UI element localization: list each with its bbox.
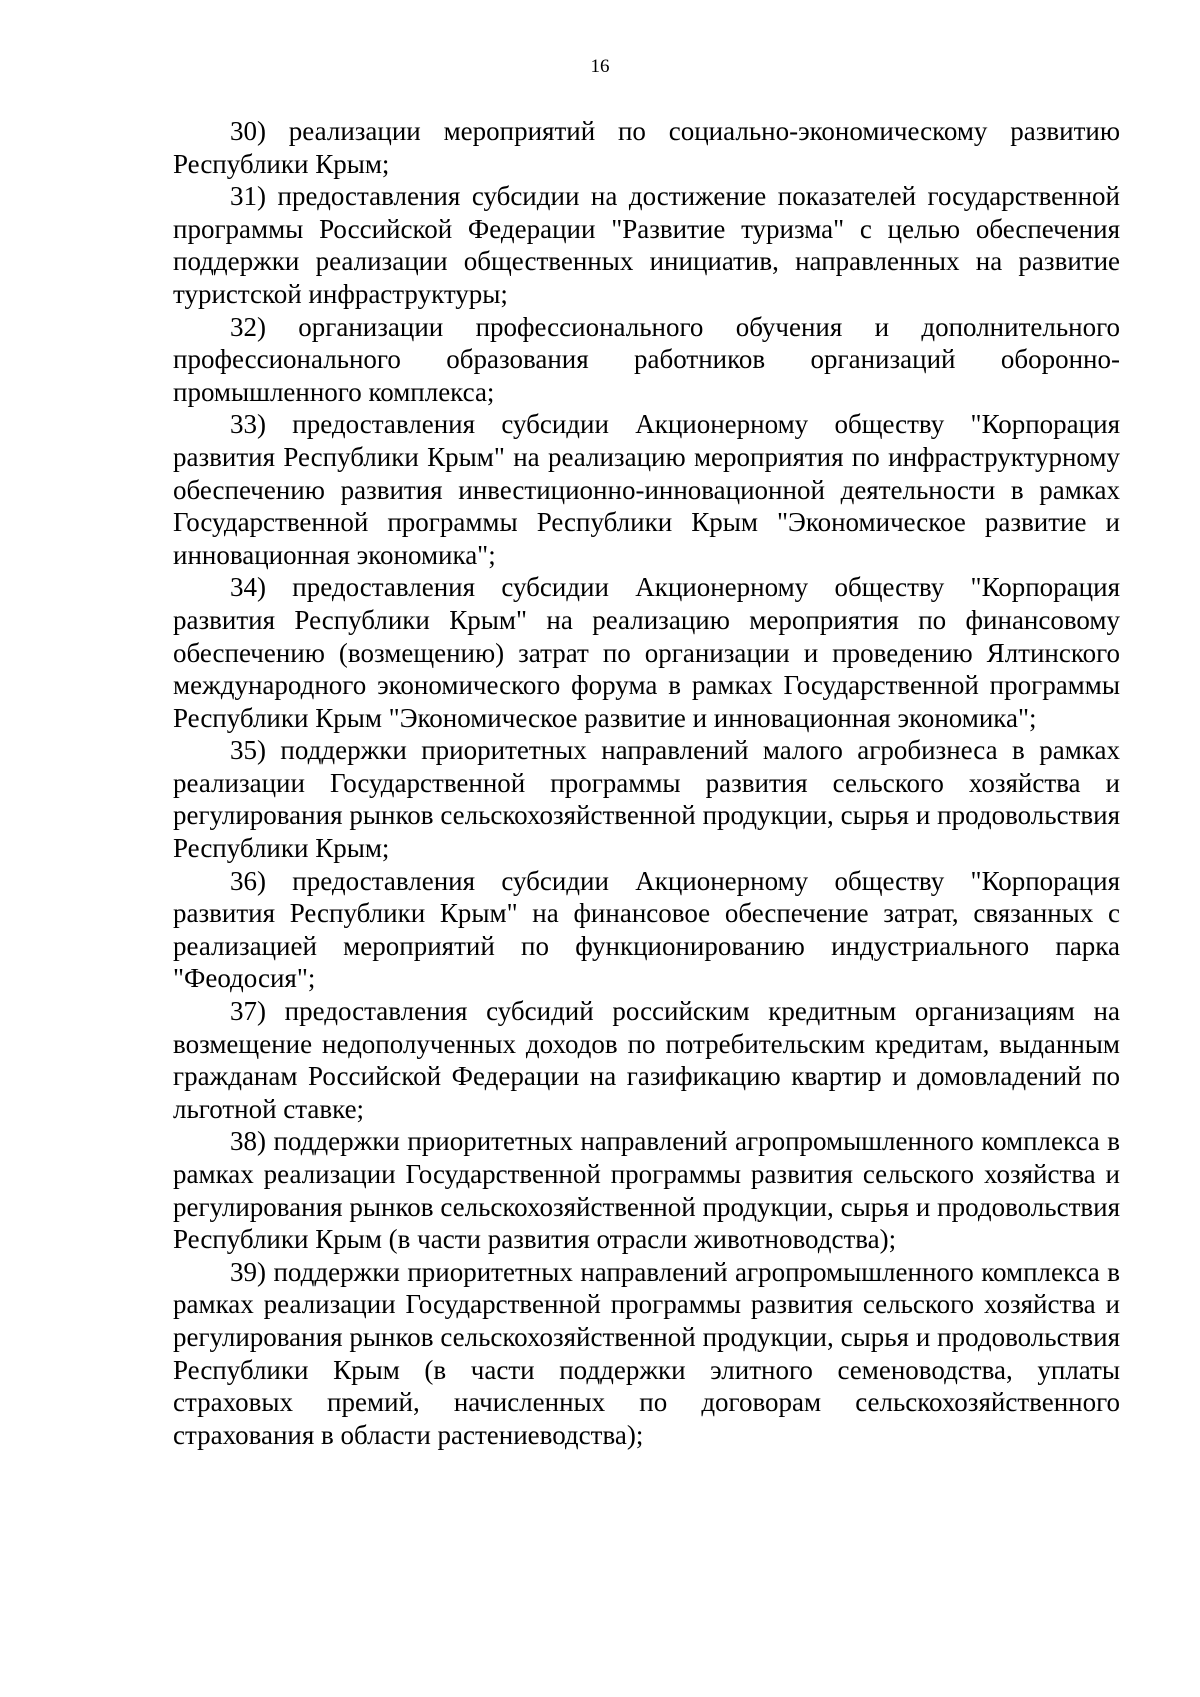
page-number: 16 [590, 56, 610, 77]
list-item-39: 39) поддержки приоритетных направлений агропромышленного комплекса в рамках реализации Государственной программы развития сельского хозяйства и регулирования рынков сельскохозяйственной продукции, сырья и продовольствия Республики Крым (в части поддержки элитного семеноводства, уплаты страховых премий, начисленных по договорам сельскохозяйственного страхования в области растениеводства); [173, 1256, 1120, 1450]
list-item-36: 36) предоставления субсидии Акционерному обществу "Корпорация развития Республики Крым" на финансовое обеспечение затрат, связанных с реализацией мероприятий по функционированию индустриального парка "Феодосия"; [173, 865, 1120, 994]
list-item-30: 30) реализации мероприятий по социально-экономическому развитию Республики Крым; [173, 116, 1120, 179]
document-body [173, 115, 1120, 1451]
list-item-32: 32) организации профессионального обучения и дополнительного профессионального образования работников организаций оборонно-промышленного комплекса; [173, 311, 1120, 407]
list-item-38: 38) поддержки приоритетных направлений агропромышленного комплекса в рамках реализации Государственной программы развития сельского хозяйства и регулирования рынков сельскохозяйственной продукции, сырья и продовольствия Республики Крым (в части развития отрасли животноводства); [173, 1126, 1120, 1255]
list-item-31: 31) предоставления субсидии на достижение показателей государственной программы Российской Федерации "Развитие туризма" с целью обеспечения поддержки реализации общественных инициатив, направленных на развитие туристской инфраструктуры; [173, 181, 1120, 309]
list-item-34: 34) предоставления субсидии Акционерному обществу "Корпорация развития Республики Крым" на реализацию мероприятия по финансовому обеспечению (возмещению) затрат по организации и проведению Ялтинского международного экономического форума в рамках Государственной программы Республики Крым "Экономическое развитие и инновационная экономика"; [173, 572, 1120, 733]
list-item-33: 33) предоставления субсидии Акционерному обществу "Корпорация развития Республики Крым" на реализацию мероприятия по инфраструктурному обеспечению развития инвестиционно-инновационной деятельности в рамках Государственной программы Республики Крым "Экономическое развитие и инновационная экономика"; [173, 409, 1120, 570]
list-item-35: 35) поддержки приоритетных направлений малого агробизнеса в рамках реализации Государственной программы развития сельского хозяйства и регулирования рынков сельскохозяйственной продукции, сырья и продовольствия Республики Крым; [173, 735, 1120, 864]
list-item-37: 37) предоставления субсидий российским кредитным организациям на возмещение недополученных доходов по потребительским кредитам, выданным гражданам Российской Федерации на газификацию квартир и домовладений по льготной ставке; [173, 996, 1120, 1124]
